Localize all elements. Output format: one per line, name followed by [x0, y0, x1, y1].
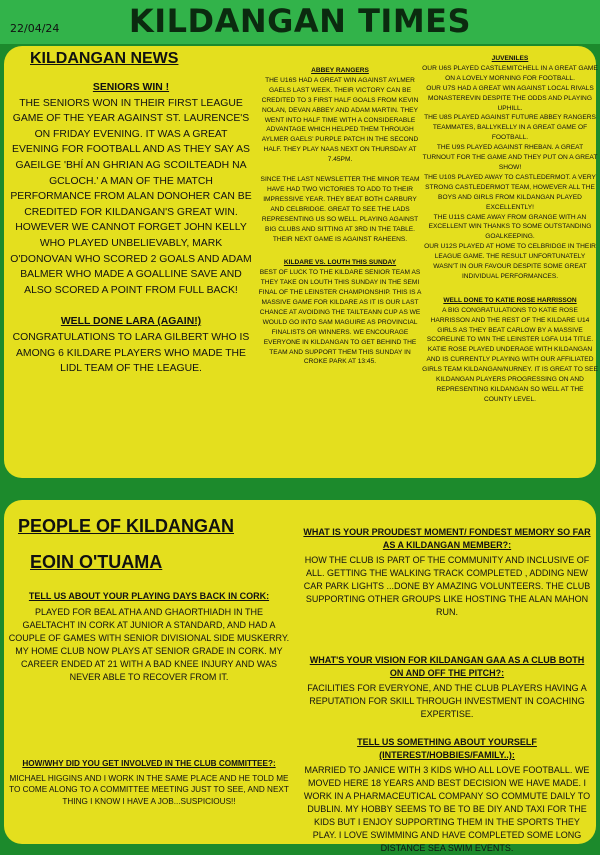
abbey-title: ABBEY RANGERS	[311, 67, 369, 74]
q1-block	[8, 590, 290, 684]
abbey-body-2: SINCE THE LAST NEWSLETTER THE MINOR TEAM HAVE HAD TWO VICTORIES TO ADD TO THEIR IMPRESSIVE YEAR. THEY BEAT BOTH CARBURY AND CELBRIDGE. GREAT TO SEE THE LADS REPRESENTING US SO WELL. PLAYING AGAINST BIG CLUBS AND SITTING AT 3RD IN THE TABLE. THEIR NEXT GAME IS AGAINST RAHEENS.	[260, 176, 420, 243]
q3-answer: HOW THE CLUB IS PART OF THE COMMUNITY AND INCLUSIVE OF ALL. GETTING THE WALKING TRACK COMPLETED , ADDING NEW CAR PARK LIGHTS ...DONE BY AMAZING VOLUNTEERS. THE CLUB SUPPORTING OTHER GROUPS LIKE HOSTING THE ALAN MAHON RUN.	[303, 555, 591, 617]
q3-question: WHAT IS YOUR PROUDEST MOMENT/ FONDEST MEMORY SO FAR AS A KILDANGAN MEMBER?:	[303, 527, 591, 550]
q2-question: HOW/WHY DID YOU GET INVOLVED IN THE CLUB COMMITTEE?:	[22, 759, 276, 768]
q4-question: WHAT'S YOUR VISION FOR KILDANGAN GAA AS A CLUB BOTH ON AND OFF THE PITCH?:	[309, 655, 585, 678]
juveniles-u11: THE U11S CAME AWAY FROM GRANGE WITH AN EXCELLENT WIN THANKS TO SOME OUTSTANDING GOALKEEPING.	[428, 213, 592, 241]
people-heading: PEOPLE OF KILDANGAN	[18, 516, 235, 536]
issue-date: 22/04/24	[10, 22, 60, 35]
q4-block	[302, 654, 592, 721]
q1-question: TELL US ABOUT YOUR PLAYING DAYS BACK IN CORK:	[28, 591, 270, 601]
juveniles-u12: OUR U12S PLAYED AT HOME TO CELBRIDGE IN THEIR LEAGUE GAME. THE RESULT UNFORTUNATELY WASN'T IN OUR FAVOUR DESPITE SOME GREAT INDIVIDUAL PERFORMANCES.	[424, 243, 596, 280]
juveniles-u9: THE U9S PLAYED AGAINST RHEBAN. A GREAT TURNOUT FOR THE GAME AND THEY PUT ON A GREAT SHOW!	[422, 144, 598, 171]
newspaper-title: KILDANGAN TIMES	[128, 2, 472, 40]
louth-title: KILDARE VS. LOUTH THIS SUNDAY	[283, 259, 397, 267]
juveniles-u8: THE U8S PLAYED AGAINST FUTURE ABBEY RANGERS TEAMMATES, BALLYKELLY IN A GREAT GAME OF FOOTBALL.	[424, 114, 596, 142]
q2-answer: MICHAEL HIGGINS AND I WORK IN THE SAME PLACE AND HE TOLD ME TO COME ALONG TO A COMMITTEE MEETING JUST TO SEE, AND NEXT THING I KNOW I HAVE A JOB...SUSPICIOUS!!	[9, 773, 289, 806]
juveniles-u6: OUR U6S PLAYED CASTLEMITCHELL IN A GREAT GAME ON A LOVELY MORNING FOR FOOTBALL.	[422, 64, 598, 82]
lara-body: CONGRATULATIONS TO LARA GILBERT WHO IS AMONG 6 KILDARE PLAYERS WHO MADE THE LIDL TEAM OF THE LEAGUE.	[12, 331, 250, 375]
q3-block	[302, 526, 592, 619]
lara-title: WELL DONE LARA (AGAIN!)	[60, 316, 202, 328]
q5-block	[302, 736, 592, 855]
juveniles-u10: THE U10S PLAYED AWAY TO CASTLEDERMOT. A VERY STRONG CASTLEDERMOT TEAM, HOWEVER ALL THE BOYS AND GIRLS FROM KILDANGAN PLAYED EXCELLENTLY!	[424, 173, 596, 211]
q4-answer: FACILITIES FOR EVERYONE, AND THE CLUB PLAYERS HAVING A REPUTATION FOR SKILL THROUGH INVESTMENT IN COACHING EXPERTISE.	[307, 683, 587, 719]
news-column-left	[10, 80, 252, 377]
q5-answer: MARRIED TO JANICE WITH 3 KIDS WHO ALL LOVE FOOTBALL. WE MOVED HERE 18 YEARS AND BEST DECISION WE HAVE MADE. I WORK IN A PHARMACEUTICAL COMPANY SO COMMUTE DAILY TO DUBLIN. MY HOBBY SEEMS TO BE TO BE DIY AND TAXI FOR THE KIDS BUT I ENJOY SUPPORTING THEM IN THE SPORTS THEY PLAY. I LOVE SWIMMING AND HAVE COMPLETED SOME LONG DISTANCE SEA SWIM EVENTS.	[303, 765, 591, 853]
juveniles-title: JUVENILES	[491, 55, 529, 62]
q5-question: TELL US SOMETHING ABOUT YOURSELF (INTEREST/HOBBIES/FAMILY..):	[357, 737, 537, 760]
news-column-middle	[258, 66, 422, 367]
profile-name: EOIN O'TUAMA	[30, 552, 163, 572]
news-column-right	[422, 54, 598, 405]
news-heading: KILDANGAN NEWS	[30, 50, 179, 67]
katie-body: A BIG CONGRATULATIONS TO KATIE ROSE HARRISSON AND THE REST OF THE KILDARE U14 GIRLS AS THEY BEAT CARLOW BY A MASSIVE SCORELINE TO WIN THE LEINSTER LGFA U14 TITLE. KATIE ROSE PLAYED UNDERAGE WITH KILDANGAN AND IS CURRENTLY PLAYING WITH OUR AFFILIATED GIRLS TEAM KILDANGAN/NURNEY. IT IS GREAT TO SEE KILDANGAN PLAYERS PROGRESSING ON AND REPRESENTING KILDANGAN SO WELL AT THE COUNTY LEVEL.	[422, 306, 598, 403]
seniors-body: THE SENIORS WON IN THEIR FIRST LEAGUE GAME OF THE YEAR AGAINST ST. LAURENCE'S ON FRIDAY EVENING. IT WAS A GREAT EVENING FOR FOOTBALL AND AS THEY SAY AS GAEILGE 'BHÍ AN GHRIAN AG SCOILTEADH NA GCLOCH.' A MAN OF THE MATCH PERFORMANCE FROM ALAN DONOHER CAN BE CREDITED FOR KILDANGAN'S GREAT WIN. HOWEVER WE CANNOT FORGET JOHN KELLY WHO PLAYED UNBELIEVABLY, MARK O'DONOVAN WHO SCORED 2 GOALS AND ADAM BALMER WHO MADE A GOALLINE SAVE AND ALSO SCORED A POINT FROM FULL BACK!	[10, 97, 252, 296]
juveniles-u7: OUR U7S HAD A GREAT WIN AGAINST LOCAL RIVALS MONASTEREVIN DESPITE THE ODDS AND PLAYING UPHILL.	[426, 84, 594, 112]
seniors-title: SENIORS WIN !	[92, 82, 170, 93]
q2-block	[8, 758, 290, 807]
katie-title: WELL DONE TO KATIE ROSE HARRISSON	[443, 296, 577, 304]
louth-body: BEST OF LUCK TO THE KILDARE SENIOR TEAM AS THEY TAKE ON LOUTH THIS SUNDAY IN THE SEMI FINAL OF THE LEINSTER CHAMPIONSHIP. THIS IS A MASSIVE GAME FOR KILDARE AS IT IS OUR LAST CHANCE AT AVOIDING THE TAILTEANN CUP AS WE WOULD GO INTO SAM MAGUIRE AS PROVINCIAL FINALISTS OR WINNERS. WE ENCOURAGE EVERYONE IN KILDANGAN TO GET BEHIND THE TEAM AND SUPPORT THEM THIS SUNDAY IN CROKE PARK AT 13:45.	[258, 269, 422, 366]
people-panel	[4, 500, 596, 853]
abbey-body-1: THE U16S HAD A GREAT WIN AGAINST AYLMER GAELS LAST WEEK. THEIR VICTORY CAN BE CREDITED TO 3 FIRST HALF GOALS FROM KEVIN NOLAN, DEVAN ABBEY AND ADAM MARTIN. THEY WENT INTO HALF TIME WITH A CONSIDERABLE ADVANTAGE WHICH HELPED THEM THROUGH AYLMER GAELS' PURPLE PATCH IN THE SECOND HALF. THEY PLAY NAAS NEXT ON THURSDAY AT 7.45PM.	[261, 76, 419, 164]
q1-answer: PLAYED FOR BEAL ATHA AND GHAORTHIADH IN THE GAELTACHT IN CORK AT JUNIOR A STANDARD, AND HAD A COUPLE OF GAMES WITH SENIOR DIVISIONAL SIDE MUSKERRY. MY HOME CLUB NOW PLAYS AT SENIOR GRADE IN CORK. MY CAREER ENDED AT 21 WITH A BAD KNEE INJURY AND WAS NEVER ABLE TO RECOVER FROM IT.	[8, 607, 290, 682]
news-panel	[4, 46, 596, 478]
